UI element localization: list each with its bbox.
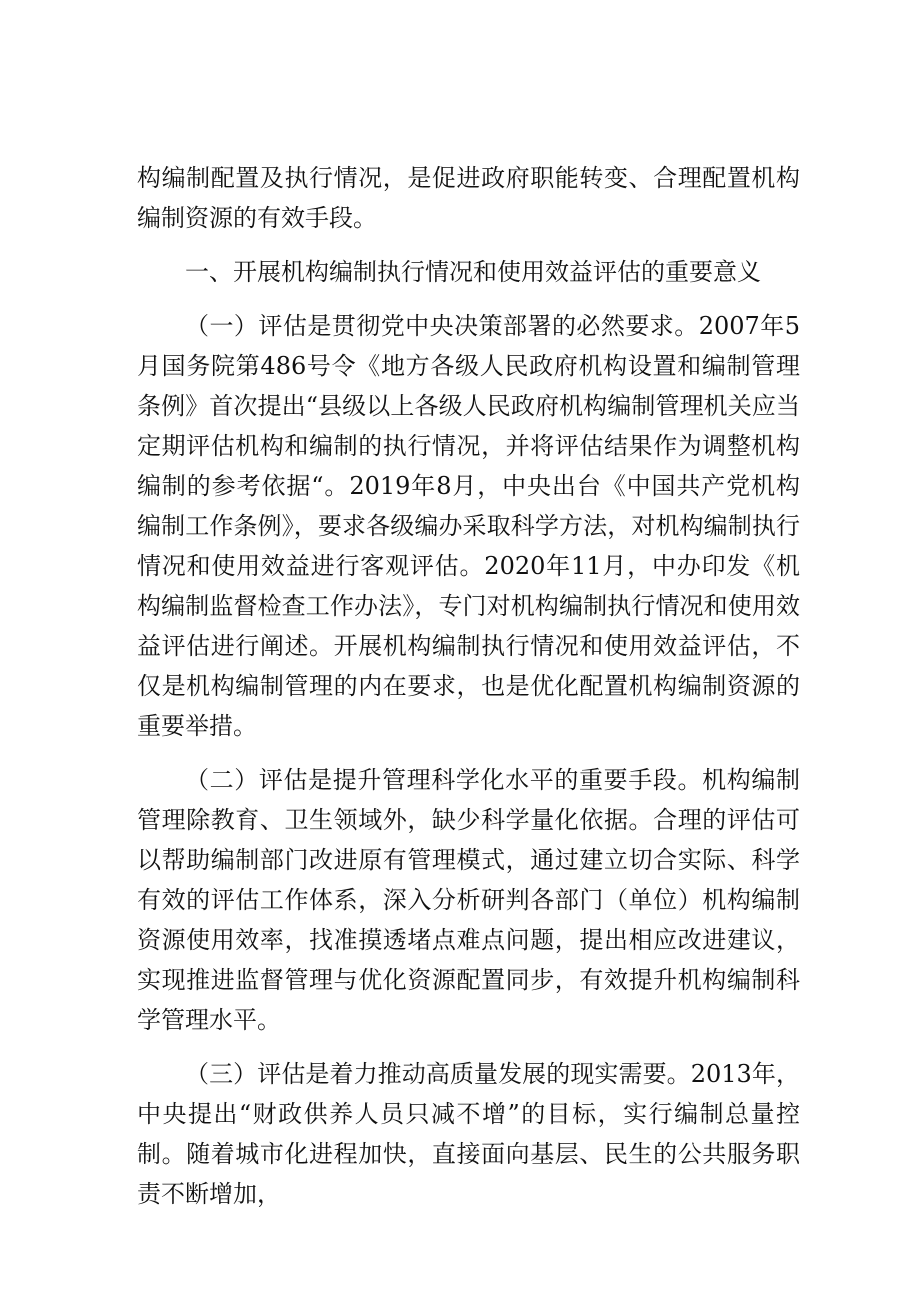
paragraph-continued-intro: 构编制配置及执行情况，是促进政府职能转变、合理配置机构编制资源的有效手段。	[137, 164, 800, 232]
paragraph-subsection-3: （三）评估是着力推动高质量发展的现实需要。2013年，中央提出“财政供养人员只减不增”的目标，实行编制总量控制。随着城市化进程加快，直接面向基层、民生的公共服务职责不断增加，	[137, 1060, 800, 1208]
paragraph-subsection-2: （二）评估是提升管理科学化水平的重要手段。机构编制管理除教育、卫生领域外，缺少科学量化依据。合理的评估可以帮助编制部门改进原有管理模式，通过建立切合实际、科学有效的评估工作体系，深入分析研判各部门（单位）机构编制资源使用效率，找准摸透堵点难点问题，提出相应改进建议，实现推进监督管理与优化资源配置同步，有效提升机构编制科学管理水平。	[137, 766, 800, 1034]
body-text	[137, 158, 800, 1228]
paragraph-subsection-1: （一）评估是贯彻党中央决策部署的必然要求。2007年5月国务院第486号令《地方各级人民政府机构设置和编制管理条例》首次提出“县级以上各级人民政府机构编制管理机关应当定期评估机构和编制的执行情况，并将评估结果作为调整机构编制的参考依据“。2019年8月，中央出台《中国共产党机构编制工作条例》，要求各级编办采取科学方法，对机构编制执行情况和使用效益进行客观评估。2020年11月，中办印发《机构编制监督检查工作办法》，专门对机构编制执行情况和使用效益评估进行阐述。开展机构编制执行情况和使用效益评估，不仅是机构编制管理的内在要求，也是优化配置机构编制资源的重要举措。	[137, 312, 800, 740]
section-heading-1: 一、开展机构编制执行情况和使用效益评估的重要意义	[185, 258, 761, 286]
